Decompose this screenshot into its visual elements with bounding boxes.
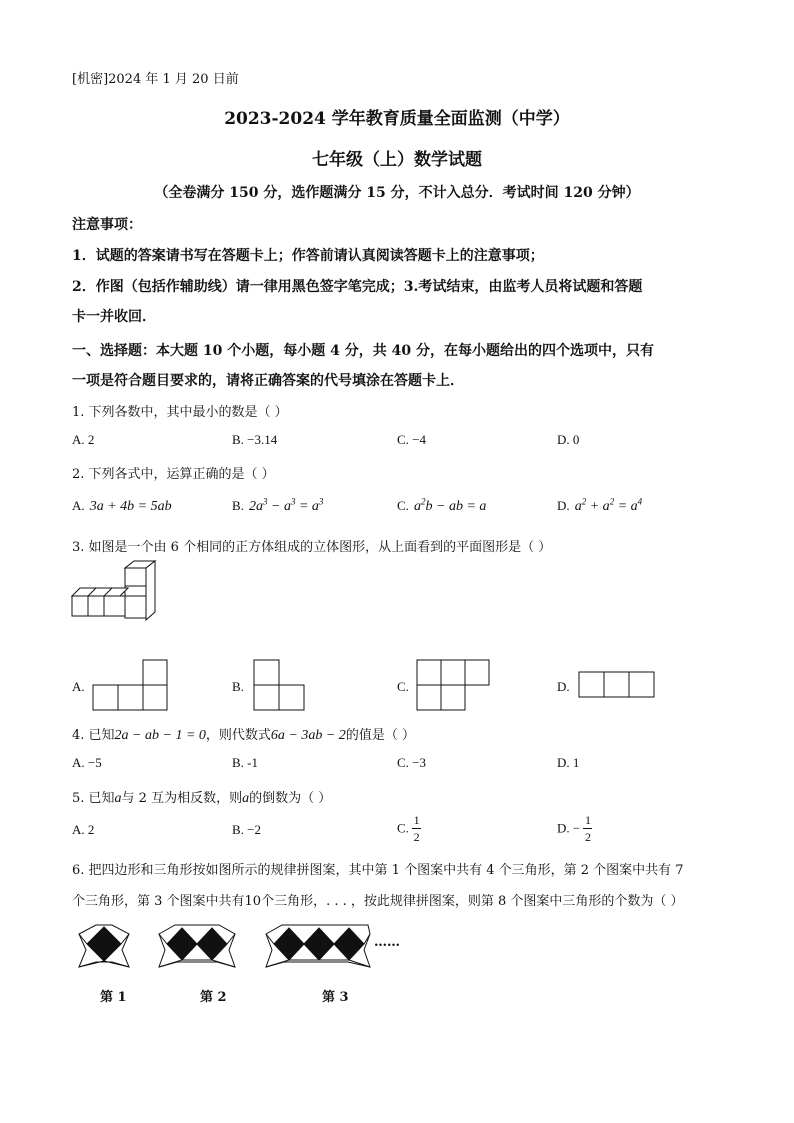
q4-option-d: D. 1 — [557, 755, 580, 770]
q2-c-term1: a — [414, 499, 422, 514]
q5-d-numerator: 1 — [584, 813, 591, 827]
q2-d-term2: + a — [586, 499, 610, 514]
pattern-label-2: 第 2 — [200, 990, 227, 1005]
q5-stem — [72, 787, 331, 807]
q1-option-b: B. −3.14 — [232, 432, 278, 447]
q5-d-denominator: 2 — [584, 830, 591, 844]
notes-item-1: 1．试题的答案请书写在答题卡上；作答前请认真阅读答题卡上的注意事项； — [72, 248, 544, 264]
q5-c-label: C. — [397, 820, 409, 836]
q2-option-b — [232, 495, 323, 515]
q2-option-a — [72, 495, 172, 515]
pattern-figure-1 — [74, 922, 144, 968]
q2-d-label: D. — [557, 498, 570, 513]
q4-option-c: C. −3 — [397, 755, 427, 770]
q2-d-term3: = a — [614, 499, 638, 514]
q4-equation: 2a − ab − 1 = 0 — [114, 728, 206, 743]
q2-c-label: C. — [397, 498, 409, 513]
q2-b-exp2: 3 — [290, 496, 296, 507]
q5-var-a-2: a — [242, 791, 250, 806]
q1-option-c: C. −4 — [397, 432, 427, 447]
exam-subtitle: 七年级（上）数学试题 — [312, 150, 482, 170]
q4-option-b: B. -1 — [232, 755, 258, 770]
q3-option-b-figure[interactable] — [253, 659, 305, 711]
q3-option-d-figure[interactable] — [578, 671, 658, 699]
q2-b-term2: − a — [267, 499, 291, 514]
q3-option-a-label: A. — [72, 679, 85, 694]
q4-option-a: A. −5 — [72, 755, 102, 770]
pattern-figure-3 — [262, 922, 377, 968]
q2-b-term1: 2a — [249, 499, 264, 514]
q4-stem — [72, 724, 415, 744]
q5-stem-mid: 与 2 互为相反数，则 — [121, 791, 243, 806]
q4-stem-pre: 4. 已知 — [72, 728, 115, 743]
q3-option-c-figure[interactable] — [416, 659, 492, 711]
q5-option-c — [397, 814, 421, 843]
q2-c-rest: b − ab = a — [425, 499, 487, 514]
q6-stem-line2: 个三角形，第 3 个图案中共有10个三角形，. . . ，按此规律拼图案，则第 8 个图案中三角形的个数为（ ） — [72, 894, 684, 909]
q3-stem: 3. 如图是一个由 6 个相同的正方体组成的立体图形，从上面看到的平面图形是（ ） — [72, 540, 552, 555]
notes-item-2-cont: 卡一并收回． — [72, 309, 156, 325]
section-1-heading-cont: 一项是符合题目要求的，请将正确答案的代号填涂在答题卡上． — [72, 373, 464, 389]
q5-option-d — [557, 814, 592, 843]
score-note: （全卷满分 150 分，选作题满分 15 分，不计入总分．考试时间 120 分钟） — [154, 185, 640, 201]
q2-d-exp2: 2 — [609, 496, 615, 507]
pattern-ellipsis: …… — [374, 935, 400, 950]
q2-a-label: A. — [72, 498, 85, 513]
q2-b-exp1: 3 — [263, 496, 268, 507]
q5-var-a: a — [114, 791, 122, 806]
q5-c-denominator: 2 — [413, 830, 420, 844]
pattern-figure-2 — [155, 922, 245, 968]
notes-item-2: 2．作图（包括作辅助线）请一律用黑色签字笔完成；3.考试结束，由监考人员将试题和答题 — [72, 279, 643, 295]
q1-option-a: A. 2 — [72, 432, 95, 447]
q2-d-exp3: 4 — [637, 496, 643, 507]
q6-stem-line1: 6. 把四边形和三角形按如图所示的规律拼图案，其中第 1 个图案中共有 4 个三角形，第 2 个图案中共有 7 — [72, 863, 684, 878]
q4-stem-post: 的值是（ ） — [345, 728, 415, 743]
q4-stem-mid: ，则代数式 — [205, 728, 271, 743]
q2-stem: 2. 下列各式中，运算正确的是（ ） — [72, 467, 275, 482]
q5-stem-pre: 5. 已知 — [72, 791, 115, 806]
q5-option-b: B. −2 — [232, 822, 262, 837]
exam-title: 2023-2024 学年教育质量全面监测（中学） — [224, 109, 570, 129]
q3-option-c-label: C. — [397, 679, 409, 694]
q2-b-exp3: 3 — [318, 496, 324, 507]
q5-c-fraction — [412, 814, 421, 843]
q5-option-a: A. 2 — [72, 822, 95, 837]
notes-heading: 注意事项： — [72, 217, 142, 233]
q1-stem: 1. 下列各数中，其中最小的数是（ ） — [72, 405, 288, 420]
q5-c-numerator: 1 — [413, 813, 420, 827]
q1-option-d: D. 0 — [557, 432, 580, 447]
q5-d-label: D. − — [557, 820, 581, 836]
q4-expression: 6a − 3ab − 2 — [270, 728, 346, 743]
pattern-label-1: 第 1 — [100, 990, 127, 1005]
q2-d-exp1: 2 — [581, 496, 587, 507]
q3-option-b-label: B. — [232, 679, 244, 694]
q3-option-a-figure[interactable] — [92, 659, 168, 711]
q2-option-d — [557, 495, 642, 515]
q2-option-c — [397, 495, 486, 515]
q5-d-fraction — [583, 814, 592, 843]
pattern-label-3: 第 3 — [322, 990, 349, 1005]
q2-c-exp: 2 — [421, 496, 426, 507]
q2-b-label: B. — [232, 498, 244, 513]
q5-stem-post: 的倒数为（ ） — [249, 791, 332, 806]
section-1-heading: 一、选择题：本大题 10 个小题，每小题 4 分，共 40 分，在每小题给出的四个选项中，只有 — [72, 343, 654, 359]
cube-solid-figure — [70, 560, 160, 628]
q3-option-d-label: D. — [557, 679, 570, 694]
q2-b-term3: = a — [295, 499, 319, 514]
q2-d-term1: a — [574, 499, 582, 514]
q2-a-expr: 3a + 4b = 5ab — [89, 499, 172, 514]
confidential-note: [机密]2024 年 1 月 20 日前 — [72, 72, 239, 87]
